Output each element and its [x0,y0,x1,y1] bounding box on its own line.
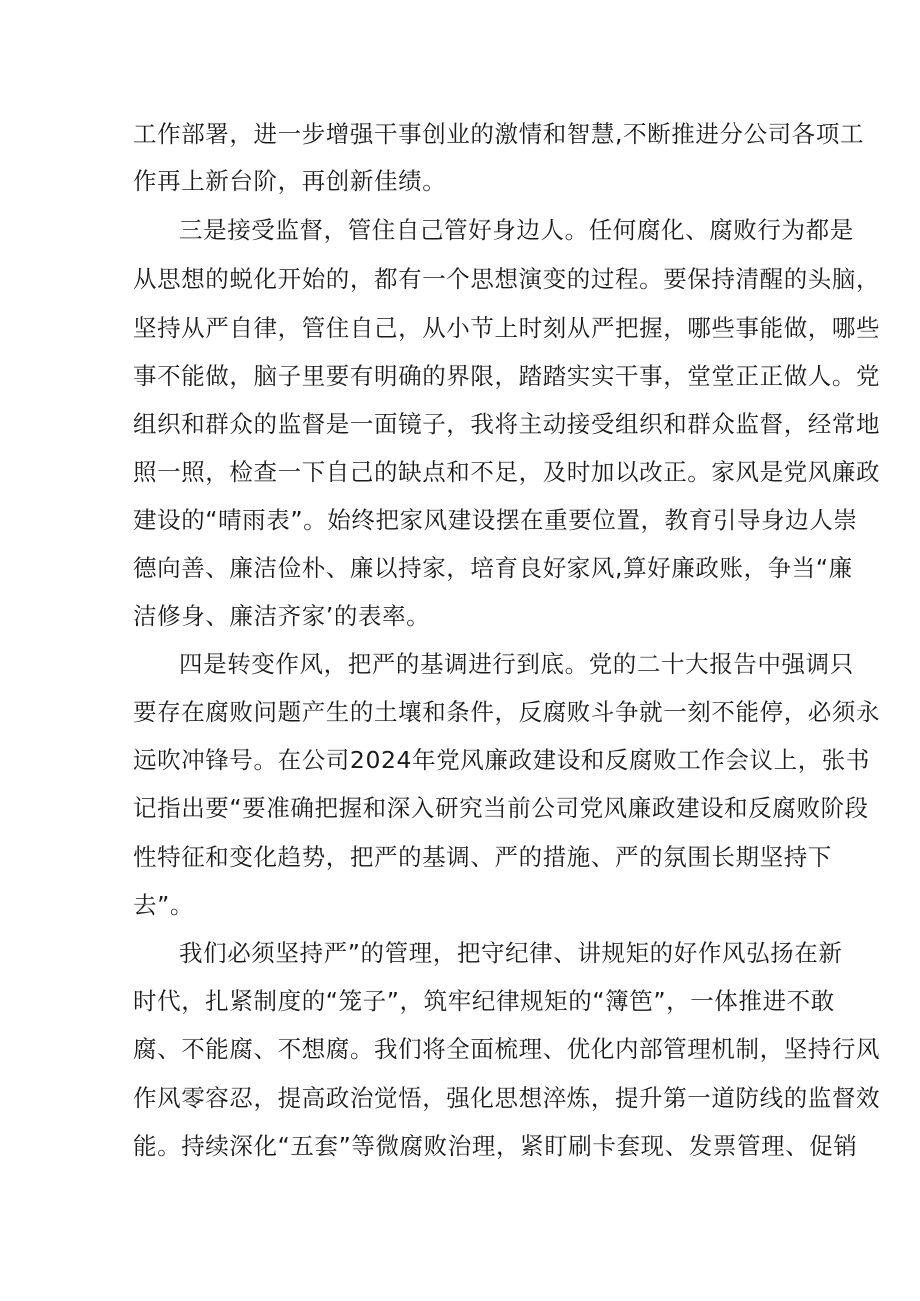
text-line: 时代，扎紧制度的“笼子”，筑牢纪律规矩的“簿笆”，一体推进不敢 [133,987,835,1015]
text-line: 要存在腐败问题产生的土壤和条件，反腐败斗争就一刻不能停，必须永 [133,698,881,726]
paragraph-start-line: 四是转变作风，把严的基调进行到底。党的二十大报告中强调只 [179,650,854,678]
text-line: 作再上新台阶，再创新佳绩。 [133,167,447,195]
text-line: 建设的“晴雨表”。始终把家风建设摆在重要位置，教育引导身边人崇 [133,506,858,534]
text-line: 照一照，检查一下自己的缺点和不足，及时加以改正。家风是党风廉政 [133,458,881,486]
text-line: 能。持续深化“五套”等微腐败治理，紧盯刷卡套现、发票管理、促销 [133,1132,858,1160]
paragraph-start-line: 三是接受监督，管住自己管好身边人。任何腐化、腐败行为都是 [179,216,854,244]
text-line: 德向善、廉洁俭朴、廉以持家，培育良好家风,算好廉政账，争当“廉 [133,554,853,582]
text-line: 坚持从严自律，管住自己，从小节上时刻从严把握，哪些事能做，哪些 [133,314,881,342]
text-line: 从思想的蜕化开始的，都有一个思想演变的过程。要保持清醒的头脑， [133,265,881,293]
paragraph-start-line: 我们必须坚持严”的管理，把守纪律、讲规矩的好作风弘扬在新 [179,939,843,967]
text-line: 洁修身、廉洁齐家’的表率。 [133,602,431,630]
text-line: 腐、不能腐、不想腐。我们将全面梳理、优化内部管理机制，坚持行风 [133,1035,881,1063]
text-line: 组织和群众的监督是一面镜子，我将主动接受组织和群众监督，经常地 [133,410,881,438]
text-line: 事不能做，脑子里要有明确的界限，踏踏实实干事，堂堂正正做人。党 [133,362,881,390]
text-line: 作风零容忍，提高政治觉悟，强化思想淬炼，提升第一道防线的监督效 [133,1084,881,1112]
text-line: 记指出要“要准确把握和深入研究当前公司党风廉政建设和反腐败阶段 [133,794,869,822]
text-line: 性特征和变化趋势，把严的基调、严的措施、严的氛围长期坚持下 [133,843,832,871]
text-line: 远吹冲锋号。在公司2024年党风廉政建设和反腐败工作会议上，张书 [133,746,871,774]
text-line: 工作部署，进一步增强干事创业的激情和智慧,不断推进分公司各项工 [133,120,865,148]
text-line: 去”。 [133,891,194,919]
